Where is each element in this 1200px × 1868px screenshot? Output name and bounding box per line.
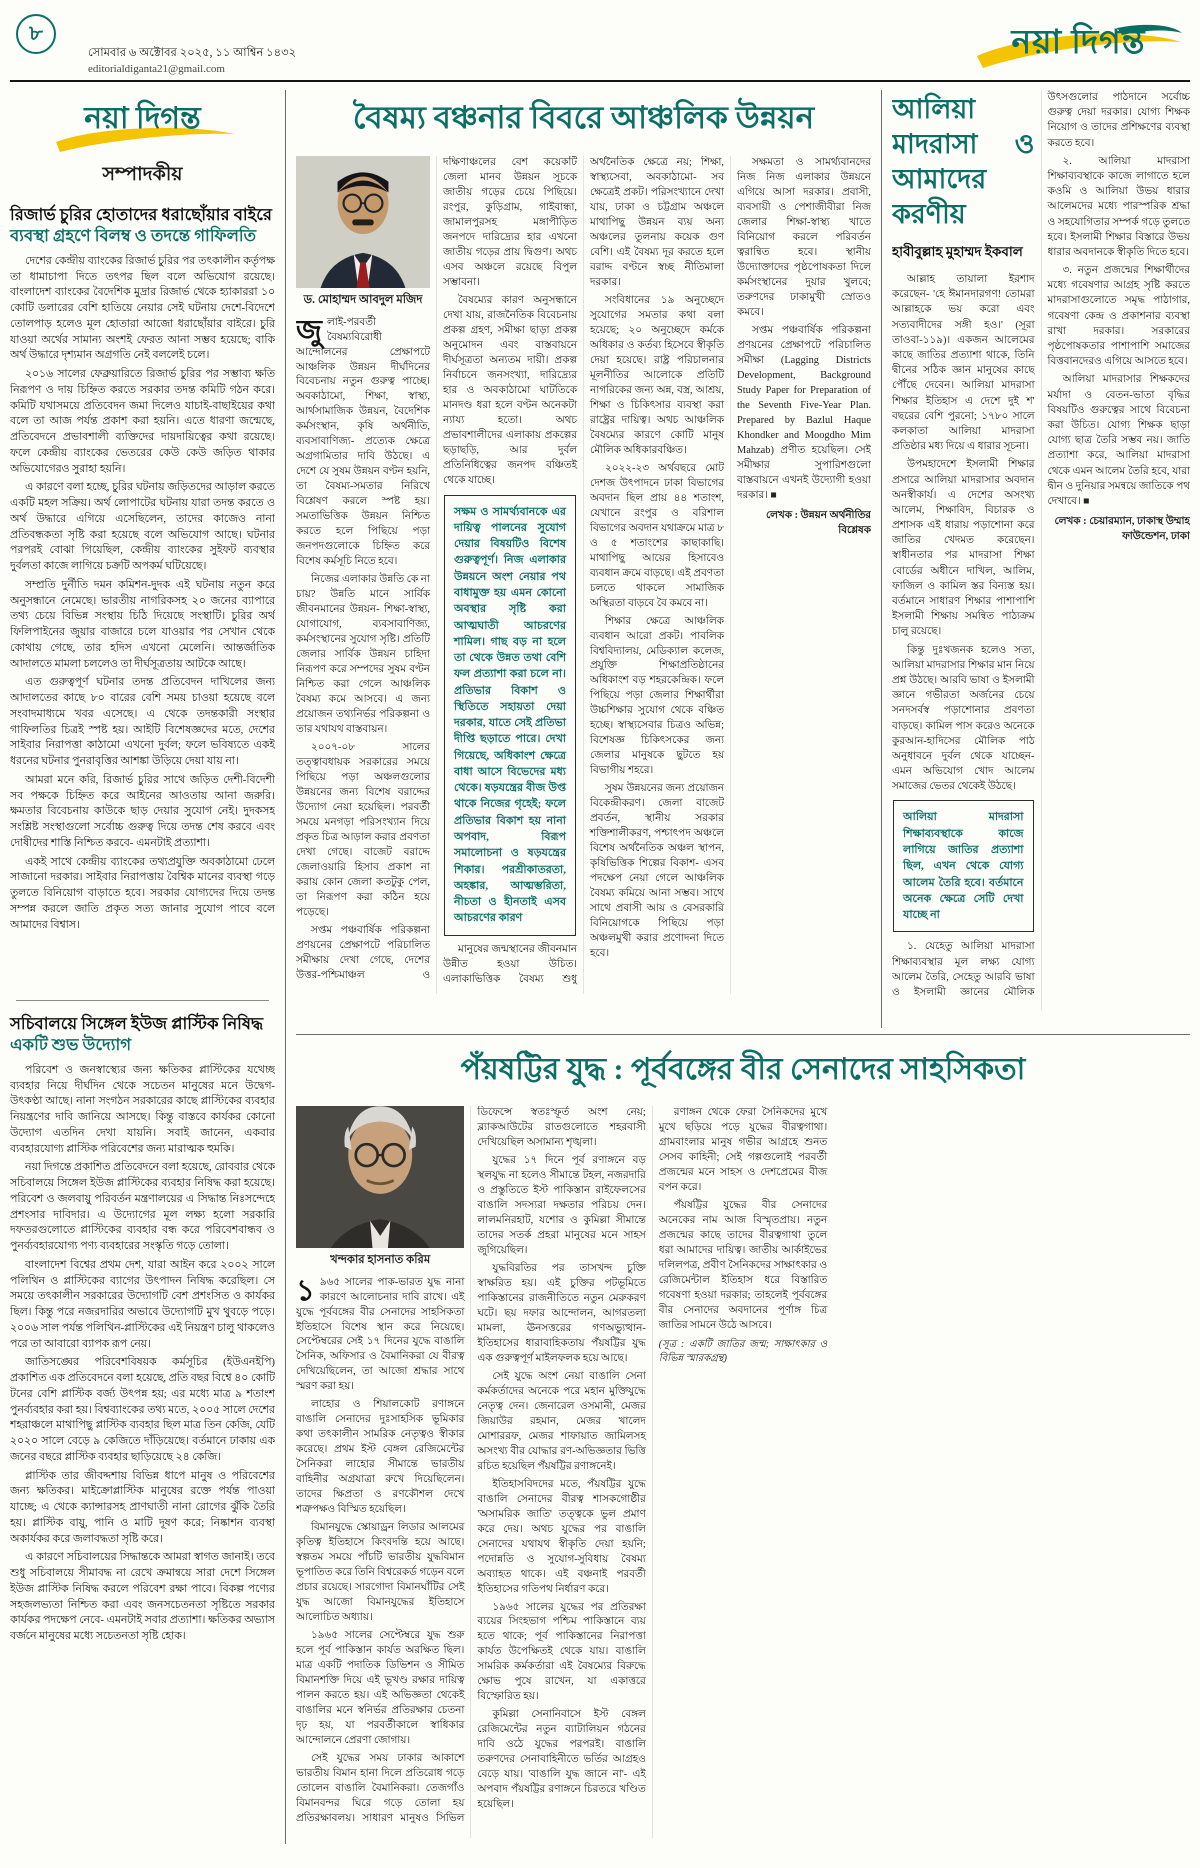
paragraph: এত গুরুত্বপূর্ণ ঘটনার তদন্ত প্রতিবেদন দাখিলের জন্য আদালতের কাছে ৮০ বারের বেশি সময় চাওয়া হয়েছে বলে সংবাদমাধ্যমে খবর এসেছে। এ থেকে তদন্তকারী সংস্থার গাফিলতির চিত্রই স্পষ্ট হয়। আইটি বিশেষজ্ঞদের মতে, দেশের সাইবার নিরাপত্তা কাঠামো এখনো দুর্বল; ফলে ভবিষ্যতে একই ধরনের ঘটনার পুনরাবৃত্তির আশঙ্কা উড়িয়ে দেয়া যায় না।: [10, 676, 275, 768]
opinion-pull-quote-text: আলিয়া মাদরাসা শিক্ষাব্যবস্থাকে কাজে লাগিয়ে জাতির প্রত্যাশা ছিল, এখন থেকে যোগ্য আলেম তৈরি হবে। বর্তমানে অনেক ক্ষেত্রে সেটি দেখা যাচ্ছে না: [903, 811, 1024, 922]
lead-author-name: ড. মোহাম্মদ আবদুল মজিদ: [303, 294, 423, 306]
masthead-logo: [971, 10, 1186, 76]
paragraph: বৈষম্যের কারণ অনুসন্ধানে দেখা যায়, রাজনৈতিক বিবেচনায় প্রকল্প গ্রহণ, সমীক্ষা ছাড়া প্রকল্প অনুমোদন এবং বাস্তবায়নে দীর্ঘসূত্রতা অন্যতম দায়ী। প্রকল্প নির্বাচনে জনসংখ্যা, দারিদ্র্যের হার ও অবকাঠামো ঘাটতিকে মানদণ্ড ধরা হলে বণ্টন অনেকটা ন্যায্য হতো। অথচ প্রভাবশালীদের এলাকায় প্রকল্পের ছড়াছড়ি, আর দুর্বল প্রতিনিধিত্বের জনপদ বঞ্চিতই থেকে যাচ্ছে।: [443, 294, 577, 486]
top-articles-row: [296, 90, 1190, 1028]
war-dropcap: ১: [296, 1274, 315, 1307]
paragraph: সপ্তম পঞ্চবার্ষিক পরিকল্পনা প্রণয়নের প্রেক্ষাপটে পরিচালিত সমীক্ষা (Lagging Districts Development, Background Study Paper for Preparation of the Seventh Five-Year Plan. Prepared by Bazlul Haque Khondker and Moogdho Mim Mahzab) প্রণীত হয়েছিল। সেই সমীক্ষার সুপারিশগুলো বাস্তবায়নে এখনই উদ্যোগী হওয়া দরকার। ■: [737, 324, 871, 501]
main-grid: [0, 82, 1200, 1852]
paragraph: ১. যেহেতু আলিয়া মাদরাসা শিক্ষাব্যবস্থার মূল লক্ষ্য যোগ্য আলেম তৈরি, সেহেতু আরবি ভাষা ও ইসলামী জ্ঞানের মৌলিক উৎসগুলোর পাঠদানে সর্বোচ্চ গুরুত্ব দেয়া দরকার। যোগ্য শিক্ষক নিয়োগ ও তাদের প্রশিক্ষণের ব্যবস্থা করতে হবে।: [892, 92, 1190, 998]
editorial-article-reserve-theft: [10, 204, 275, 990]
paragraph: দেশের কেন্দ্রীয় ব্যাংকের রিজার্ভ চুরির পর তৎকালীন কর্তৃপক্ষ তা ধামাচাপা দিতে তৎপর ছিল বলে অভিযোগ রয়েছে। বাংলাদেশ ব্যাংকের বৈদেশিক মুদ্রার রিজার্ভ থেকে হ্যাকাররা ১০ কোটি ডলারের বেশি হাতিয়ে নেয়ার সেই ঘটনায় দেশে-বিদেশে তোলপাড় হলেও মূল হোতারা আজো ধরাছোঁয়ার বাইরে। চুরি যাওয়া অর্থের সামান্য অংশই ফেরত আনা সম্ভব হয়েছে; বাকি অর্থ উদ্ধারে দৃশ্যমান অগ্রগতি নেই বললেই চলে।: [10, 254, 275, 362]
editorial-logo: [10, 94, 275, 156]
opinion-pull-quote: [893, 800, 1034, 932]
editorial2-headline: [10, 1013, 275, 1056]
page-number-badge: ৮: [16, 14, 56, 54]
opinion-headline: আলিয়া মাদরাসা ও আমাদের করণীয়: [892, 94, 1035, 230]
lead-opening-paragraph: [296, 316, 430, 571]
masthead-title: নয়া দিগন্ত: [1011, 25, 1146, 61]
paragraph: ইতিহাসবিদদের মতে, পঁয়ষট্টির যুদ্ধে বাঙালি সেনাদের বীরত্ব শাসকগোষ্ঠীর 'অসামরিক জাতি' তত্ত্বকে ভুল প্রমাণ করে দেয়। অথচ যুদ্ধের পর বাঙালি সেনাদের যথাযথ স্বীকৃতি দেয়া হয়নি; পদোন্নতি ও সুযোগ-সুবিধায় বৈষম্য অব্যাহত থাকে। এই বঞ্চনাই পরবর্তী ইতিহাসের গতিপথ নির্ধারণ করে।: [477, 1478, 646, 1595]
paragraph: সক্ষমতা ও সামর্থ্যবানদের নিজ নিজ এলাকার উন্নয়নে এগিয়ে আসা দরকার। প্রবাসী, ব্যবসায়ী ও পেশাজীবীরা নিজ জেলার শিক্ষা-স্বাস্থ্য খাতে বিনিয়োগ করলে পরিবর্তন ত্বরান্বিত হবে। স্থানীয় উদ্যোক্তাদের পৃষ্ঠপোষকতা দিলে কর্মসংস্থানের দুয়ার খুলবে; তরুণদের ঢাকামুখী স্রোতও কমবে।: [737, 157, 871, 318]
paragraph: কিন্তু দুঃখজনক হলেও সত্য, আলিয়া মাদরাসার শিক্ষার মান নিয়ে প্রশ্ন উঠছে। আরবি ভাষা ও ইসলামী জ্ঞানে গভীরতা অর্জনের চেয়ে সনদসর্বস্ব পড়াশোনার প্রবণতা বাড়ছে। কামিল পাস করেও অনেকে কুরআন-হাদিসের মৌলিক পাঠ অনুধাবনে দুর্বল থেকে যাচ্ছেন- এমন অভিযোগ খোদ আলেম সমাজের ভেতর থেকেই উঠছে।: [892, 644, 1035, 793]
editorial2-body: [10, 1063, 275, 1799]
paragraph: এ কারণে সচিবালয়ের সিদ্ধান্তকে আমরা স্বাগত জানাই। তবে শুধু সচিবালয়ে সীমাবদ্ধ না রেখে ক্রমান্বয়ে সারা দেশে সিঙ্গেল ইউজ প্লাস্টিক নিষিদ্ধ করলে পরিবেশ রক্ষা পাবে। বিকল্প পণ্যের সহজলভ্যতা নিশ্চিত করা এবং জনসচেতনতা সৃষ্টিতে সরকার কার্যকর পদক্ষেপ নেবে- এমনটাই সবার প্রত্যাশা। ক্ষতিকর অভ্যাস বর্জনে মানুষের মধ্যে সচেতনতা সৃষ্টি হোক।: [10, 1551, 275, 1642]
paragraph: নিজের এলাকার উন্নতি কে না চায়? উন্নতি মানে সার্বিক জীবনমানের উন্নয়ন- শিক্ষা-স্বাস্থ্য, যোগাযোগ, ব্যবসাবাণিজ্য, কর্মসংস্থানের সুযোগ সৃষ্টি। প্রতিটি জেলার সার্বিক উন্নয়ন চাহিদা নিরূপণ করে সম্পদের সুষম বণ্টন নিশ্চিত করা গেলে আঞ্চলিক বৈষম্য কমে আসবে। এ জন্য প্রয়োজন তথ্যনির্ভর পরিকল্পনা ও তার যথাযথ বাস্তবায়ন।: [296, 574, 430, 736]
opinion-author-name: হাবীবুল্লাহ মুহাম্মদ ইকবাল: [892, 244, 1023, 260]
paragraph: আল্লাহ তায়ালা ইরশাদ করেছেন- 'হে ঈমানদারগণ! তোমরা আল্লাহকে ভয় করো এবং সত্যবাদীদের সঙ্গী হও।' (সূরা তাওবা-১১৯)। একজন আলেমের কাছে জাতির প্রত্যাশা থাকে, তিনি দ্বীনের সঠিক জ্ঞান মানুষের কাছে পৌঁছে দেবেন। আলিয়া মাদরাসা শিক্ষার ইতিহাস এ দেশে দুই শ' বছরের বেশি পুরনো; ১৭৮০ সালে কলকাতা আলিয়া মাদরাসা প্রতিষ্ঠার মধ্য দিয়ে এ ধারার সূচনা।: [892, 274, 1035, 453]
paragraph: ৩. নতুন প্রজন্মের শিক্ষার্থীদের মধ্যে গবেষণার আগ্রহ সৃষ্টি করতে মাদরাসাগুলোতে সমৃদ্ধ পাঠাগার, গবেষণা কেন্দ্র ও প্রকাশনার ব্যবস্থা রাখা দরকার। সরকারের পৃষ্ঠপোষকতার পাশাপাশি সমাজের বিত্তবানদেরও এগিয়ে আসতে হবে।: [1047, 265, 1190, 368]
editorial2-kicker: সচিবালয়ে সিঙ্গেল ইউজ প্লাস্টিক নিষিদ্ধ: [10, 1013, 264, 1033]
editorial1-kicker: রিজার্ভ চুরির হোতাদের ধরাছোঁয়ার বাইরে: [10, 205, 272, 224]
paragraph: এ কারণে বলা হচ্ছে, চুরির ঘটনায় জড়িতদের আড়াল করতে একটি মহল সক্রিয়। অর্থ লোপাটের ঘটনায় যারা তদন্ত করতে ও অর্থ উদ্ধারে এগিয়ে এসেছিলেন, তাদের কাজেও নানা প্রতিবন্ধকতা সৃষ্টি করা হয়েছে বলে অভিযোগ আছে। ঘটনার পরপরই বোঝা গিয়েছিল, কেন্দ্রীয় ব্যাংকের সুইফট ব্যবস্থার দুর্বলতা কাজে লাগিয়ে চক্রটি অপকর্ম ঘটিয়েছে।: [10, 481, 275, 573]
war-source-note: (সূত্র : একটি জাতির জন্ম; সাক্ষাৎকার ও বিভিন্ন স্মারকগ্রন্থ): [658, 1338, 828, 1365]
opinion-paragraphs-1: [892, 272, 1035, 794]
editorial1-headline: [10, 204, 275, 247]
paragraph: ২০২২-২৩ অর্থবছরে মোট দেশজ উৎপাদনে ঢাকা বিভাগের অবদান ছিল প্রায় ৪৪ শতাংশ, যেখানে রংপুর ও বরিশাল বিভাগের অবদান যথাক্রমে মাত্র ৮ ও ৫ শতাংশের কাছাকাছি। মাথাপিছু আয়ের হিসাবেও ব্যবধান ক্রমে বাড়ছে। এই প্রবণতা চলতে থাকলে সামাজিক অস্থিরতা বাড়বে বৈ কমবে না।: [590, 462, 724, 609]
paragraph: মানুষের জন্মস্থানের জীবনমান উন্নীত হওয়া উচিত। এলাকাভিত্তিক বৈষম্য শুধু অর্থনৈতিক ক্ষেত্রে নয়; শিক্ষা, স্বাস্থ্যসেবা, অবকাঠামো- সব ক্ষেত্রেই প্রকট। পরিসংখ্যানে দেখা যায়, ঢাকা ও চট্টগ্রাম অঞ্চলে মাথাপিছু উন্নয়ন ব্যয় অন্য অঞ্চলের তুলনায় কয়েক গুণ বেশি। এই বৈষম্য দূর করতে হলে বরাদ্দ বণ্টনে স্বচ্ছ নীতিমালা দরকার।: [443, 157, 724, 985]
lead-article-body: [296, 156, 871, 994]
paragraph: আমরা মনে করি, রিজার্ভ চুরির সাথে জড়িত দেশী-বিদেশী সব পক্ষকে চিহ্নিত করে আইনের আওতায় আনা জরুরি। ক্ষমতার বিবেচনায় কাউকে ছাড় দেয়ার সুযোগ নেই। দুদকসহ সংশ্লিষ্ট সংস্থাগুলো সর্বোচ্চ গুরুত্ব দিয়ে তদন্ত শেষ করবে এবং দোষীদের শাস্তি নিশ্চিত করবে- এমনটাই প্রত্যাশা।: [10, 773, 275, 849]
paragraph: কুমিল্লা সেনানিবাসে ইস্ট বেঙ্গল রেজিমেন্টের নতুন ব্যাটালিয়ন গঠনের দাবি ওঠে যুদ্ধের পরপরই। বাঙালি তরুণদের সেনাবাহিনীতে ভর্তির আগ্রহও বেড়ে যায়। 'বাঙালি যুদ্ধ জানে না'- এই অপবাদ পঁয়ষট্টির রণাঙ্গনে চিরতরে খণ্ডিত হয়েছিল।: [477, 1709, 646, 1811]
date-line: সোমবার ৬ অক্টোবর ২০২৫, ১১ আশ্বিন ১৪৩২: [88, 47, 297, 59]
editorial1-body: [10, 254, 275, 990]
section-rule: [296, 1034, 1190, 1035]
editorial-column: [10, 90, 286, 1844]
war-author-name: খন্দকার হাসনাত করিম: [330, 1254, 431, 1266]
lead-dropcap: জু: [296, 314, 322, 347]
paragraph: রণাঙ্গন থেকে ফেরা সৈনিকদের মুখে মুখে ছড়িয়ে পড়ে যুদ্ধের বীরত্বগাথা। গ্রামবাংলার মানুষ গভীর আগ্রহে শুনত সেসব কাহিনী; সেই গল্পগুলোই পরবর্তী প্রজন্মের মনে সাহস ও দেশপ্রেমের বীজ বপন করে।: [658, 1107, 828, 1193]
opinion-author-credit: লেখক : চেয়ারম্যান, ঢাকাস্থ উম্মাহ ফাউন্ডেশন, ঢাকা: [1054, 516, 1190, 543]
lead-first-text: লাই-পরবর্তী বৈষম্যবিরোধী আন্দোলনের প্রেক্ষাপটে আঞ্চলিক উন্নয়ন দীর্ঘদিনের বিবেচনায় নতুন গুরুত্ব পাচ্ছে। অবকাঠামো, শিক্ষা, স্বাস্থ্য, আর্থসামাজিক উন্নয়ন, বৈদেশিক কর্মসংস্থান, কৃষি অর্থনীতি, ব্যবসাবাণিজ্য- প্রত্যেক ক্ষেত্রে অগ্রগামিতার দাবি উঠছে। এ দেশে যে সুষম উন্নয়ন বণ্টন হয়নি, তা বৈষম্য-সমতার নিরিখে বিশ্লেষণ করলে স্পষ্ট হয়। সমতাভিত্তিক উন্নয়ন নিশ্চিত করতে হলে পিছিয়ে পড়া জনপদগুলোকে চিহ্নিত করে বিশেষ কর্মসূচি নিতে হবে।: [296, 316, 430, 568]
page-header: [0, 0, 1200, 80]
date-block: [88, 44, 296, 75]
editorial1-title: ব্যবস্থা গ্রহণে বিলম্ব ও তদন্তে গাফিলতি: [10, 226, 257, 246]
content-zone: [286, 90, 1190, 1844]
editorial2-title: একটি শুভ উদ্যোগ: [10, 1035, 132, 1055]
opinion-article-body: [892, 90, 1190, 1010]
lead-pull-quote-text: সক্ষম ও সামর্থ্যবানকে এর দায়িত্ব পালনের সুযোগ দেয়ার বিষয়টিও বিশেষ গুরুত্বপূর্ণ। নিজ এলাকার উন্নয়নে অংশ নেয়ার পথ বাধামুক্ত হয় এমন কোনো অবস্থার সৃষ্টি করা আত্মঘাতী আচরণের শামিল। গাছ বড় না হলে তা থেকে উন্নত তথা বেশি ফল প্রত্যাশা করা চলে না। প্রতিভার বিকাশ ও স্থিতিতে সহায়তা দেয়া দরকার, যাতে সেই প্রতিভা দীপ্তি ছড়াতে পারে। দেখা গিয়েছে, অধিকাংশ ক্ষেত্রে বাধা আসে বিভেদের মধ্য থেকে। ষড়যন্ত্রের বীজ উপ্ত থাকে নিজের গৃহেই; ফলে প্রতিভার বিকাশ হয় নানা অপবাদ, বিরূপ সমালোচনা ও ষড়যন্ত্রের শিকার। পরশ্রীকাতরতা, অহঙ্কার, আত্মম্ভরিতা, নীচতা ও হীনতাই এসব আচরণের কারণ: [454, 505, 566, 925]
paragraph: নয়া দিগন্তে প্রকাশিত প্রতিবেদনে বলা হয়েছে, রোববার থেকে সচিবালয়ে সিঙ্গেল ইউজ প্লাস্টিকের ব্যবহার নিষিদ্ধ করা হয়েছে। পরিবেশ ও জলবায়ু পরিবর্তন মন্ত্রণালয়ের এ সিদ্ধান্ত নিঃসন্দেহে প্রশংসার দাবিদার। এ উদ্যোগের মূল লক্ষ্য হলো সরকারি দফতরগুলোতে প্লাস্টিকের ব্যবহার বন্ধ করে পরিবেশবান্ধব ও পুনর্ব্যবহারযোগ্য পণ্য ব্যবহারের সংস্কৃতি গড়ে তোলা।: [10, 1161, 275, 1252]
war-opening-paragraph: [296, 1276, 464, 1396]
paragraph: যুদ্ধবিরতির পর তাসখন্দ চুক্তি স্বাক্ষরিত হয়। এই চুক্তির পটভূমিতে পাকিস্তানের রাজনীতিতে নতুন মেরুকরণ ঘটে। ছয় দফার আন্দোলন, আগরতলা মামলা, ঊনসত্তরের গণঅভ্যুত্থান- ইতিহাসের ধারাবাহিকতায় পঁয়ষট্টির যুদ্ধ এক গুরুত্বপূর্ণ মাইলফলক হয়ে আছে।: [477, 1262, 646, 1364]
lead-author-credit: লেখক : উন্নয়ন অর্থনীতির বিশ্লেষক: [765, 509, 871, 536]
paragraph: ২০০৭-০৮ সালের তত্ত্বাবধায়ক সরকারের সময়ে পিছিয়ে পড়া অঞ্চলগুলোর উন্নয়নের জন্য বিশেষ বরাদ্দের উদ্যোগ নেয়া হয়েছিল। পরবর্তী সময়ে মনগড়া পরিসংখ্যান দিয়ে প্রকৃত চিত্র আড়াল করার প্রবণতা দেখা গেছে। বাজেট বরাদ্দে জেলাওয়ারি হিসাব প্রকাশ না করায় কোন জেলা কতটুকু পেল, তা নিরূপণ করা কঠিন হয়ে পড়েছে।: [296, 742, 430, 918]
section-title: সম্পাদকীয়: [102, 164, 183, 185]
paragraph: পরিবেশ ও জনস্বাস্থ্যের জন্য ক্ষতিকর প্লাস্টিকের যথেচ্ছ ব্যবহার নিয়ে দীর্ঘদিন থেকে সচেতন মানুষের মনে উদ্বেগ-উৎকণ্ঠা আছে। নানা সংগঠন সরকারের কাছে প্লাস্টিকের ব্যবহার নিয়ন্ত্রণের দাবি জানিয়ে আসছে। কিন্তু বাস্তবে কার্যকর কোনো উদ্যোগ এতদিন দেখা যায়নি। সবাই জানেন, একবার ব্যবহারযোগ্য প্লাস্টিক পরিবেশের জন্য মারাত্মক হুমকি।: [10, 1063, 275, 1155]
lead-author-byline: [296, 156, 430, 309]
paragraph: শিক্ষার ক্ষেত্রে আঞ্চলিক ব্যবধান আরো প্রকট। পাবলিক বিশ্ববিদ্যালয়, মেডিক্যাল কলেজ, প্রযুক্তি শিক্ষাপ্রতিষ্ঠানের অধিকাংশ বড় শহরকেন্দ্রিক। ফলে পিছিয়ে পড়া জেলার শিক্ষার্থীরা উচ্চশিক্ষার সুযোগ থেকে বঞ্চিত হচ্ছে। স্বাস্থ্যসেবার চিত্রও অভিন্ন; বিশেষজ্ঞ চিকিৎসকের জন্য জেলার মানুষকে ছুটতে হয় বিভাগীয় শহরে।: [590, 615, 724, 777]
lead-author-photo: [296, 156, 430, 288]
war-article-body: [296, 1106, 1190, 1838]
paragraph: সেই যুদ্ধের সময় ঢাকার আকাশে ভারতীয় বিমান হানা দিলে প্রতিরোধ গড়ে তোলেন বাঙালি বৈমানিকরা। তেজগাঁও বিমানবন্দর ঘিরে গড়ে তোলা হয় প্রতিরক্ষাবলয়। সাধারণ মানুষও সিভিল ডিফেন্সে স্বতঃস্ফূর্ত অংশ নেয়; ব্ল্যাকআউটের রাতগুলোতে শহরবাসী দেখিয়েছিল অসামান্য শৃঙ্খলা।: [296, 1107, 646, 1824]
paragraph: সম্প্রতি দুর্নীতি দমন কমিশন-দুদক এই ঘটনায় নতুন করে অনুসন্ধানে নেমেছে। ভারতীয় নাগরিকসহ ২০ জনের ব্যাপারে তথ্য চেয়ে বিভিন্ন সংস্থায় চিঠি দিয়েছে সংস্থাটি। চুরির অর্থ ফিলিপাইনের জুয়ার বাজারে চলে যাওয়ার পর সেখান থেকে কোথায় গেছে, তার হদিস এখনো মেলেনি। আন্তর্জাতিক আদালতে মামলা চললেও তা দীর্ঘসূত্রতায় আটকে আছে।: [10, 578, 275, 670]
paragraph: একই সাথে কেন্দ্রীয় ব্যাংকের তথ্যপ্রযুক্তি অবকাঠামো ঢেলে সাজানো দরকার। সাইবার নিরাপত্তায় বৈশ্বিক মানের ব্যবস্থা গড়ে তুলতে বিনিয়োগ বাড়াতে হবে। সরকার যোগ্যদের দিয়ে তদন্ত সম্পন্ন করলে জাতি প্রকৃত সত্য জানার সুযোগ পাবে বলে আমাদের বিশ্বাস।: [10, 855, 275, 931]
paragraph: সুষম উন্নয়নের জন্য প্রয়োজন বিকেন্দ্রীকরণ। জেলা বাজেট প্রবর্তন, স্থানীয় সরকার শক্তিশালীকরণ, পশ্চাৎপদ অঞ্চলে বিশেষ অর্থনৈতিক অঞ্চল স্থাপন, কৃষিভিত্তিক শিল্পের বিকাশ- এসব পদক্ষেপ নেয়া গেলে আঞ্চলিক বৈষম্য কমিয়ে আনা সম্ভব। সাথে সাথে প্রবাসী আয় ও বেসরকারি বিনিয়োগকে পিছিয়ে পড়া অঞ্চলমুখী করার প্রণোদনা দিতে হবে।: [590, 783, 724, 960]
editorial-article-plastic-ban: [10, 1013, 275, 1799]
paragraph: ২. আলিয়া মাদরাসা শিক্ষাব্যবস্থাকে কাজে লাগাতে হলে কওমি ও আলিয়া উভয় ধারার আলেমদের মধ্যে পারস্পরিক শ্রদ্ধা ও সহযোগিতার সম্পর্ক গড়ে তুলতে হবে। ইসলামী শিক্ষার বিস্তারে উভয় ধারার অবদানকে স্বীকৃতি দিতে হবে।: [1047, 155, 1190, 258]
paragraph: প্লাস্টিক তার জীবদ্দশায় বিভিন্ন ধাপে মানুষ ও পরিবেশের জন্য ক্ষতিকর। মাইক্রোপ্লাস্টিক মানুষের রক্তে পর্যন্ত পাওয়া যাচ্ছে; এ থেকে ক্যান্সারসহ প্রাণঘাতী নানা রোগের ঝুঁকি তৈরি হয়। প্লাস্টিক বায়ু, পানি ও মাটি দূষণ করে; নিষ্কাশন ব্যবস্থা অকার্যকর করে জলাবদ্ধতা সৃষ্টি করে।: [10, 1469, 275, 1545]
paragraph: সংবিধানের ১৯ অনুচ্ছেদে সুযোগের সমতার কথা বলা হয়েছে; ২০ অনুচ্ছেদে কর্মকে অধিকার ও কর্তব্য হিসেবে স্বীকৃতি দেয়া হয়েছে। রাষ্ট্র পরিচালনার মূলনীতির আলোকে প্রতিটি নাগরিকের জন্য অন্ন, বস্ত্র, আশ্রয়, শিক্ষা ও চিকিৎসার ব্যবস্থা করা রাষ্ট্রের দায়িত্ব। অথচ আঞ্চলিক বৈষম্যের কারণে কোটি মানুষ মৌলিক অধিকারবঞ্চিত।: [590, 294, 724, 456]
editorial-divider: [16, 1000, 269, 1001]
paragraph: পঁয়ষট্টির যুদ্ধের বীর সেনাদের অনেকের নাম আজ বিস্মৃতপ্রায়। নতুন প্রজন্মের কাছে তাদের বীরত্বগাথা তুলে ধরা আমাদের দায়িত্ব। জাতীয় আর্কাইভের দলিলপত্র, প্রবীণ সৈনিকদের সাক্ষাৎকার ও রেজিমেন্টাল ইতিহাস ধরে বিস্তারিত গবেষণা হওয়া দরকার; তাহলেই পূর্ববঙ্গের বীর সেনাদের অবদানের পূর্ণাঙ্গ চিত্র জাতির সামনে উঠে আসবে।: [658, 1199, 828, 1331]
paragraph: সপ্তম পঞ্চবার্ষিক পরিকল্পনা প্রণয়নের প্রেক্ষাপটে পরিচালিত সমীক্ষায় দেখা গেছে, দেশের উত্তর-পশ্চিমাঞ্চল ও দক্ষিণাঞ্চলের বেশ কয়েকটি জেলা মানব উন্নয়ন সূচকে জাতীয় গড়ের চেয়ে পিছিয়ে। রংপুর, কুড়িগ্রাম, গাইবান্ধা, জামালপুরসহ মঙ্গাপীড়িত জনপদে দারিদ্র্যের হার এখনো জাতীয় গড়ের প্রায় দ্বিগুণ। অথচ এসব অঞ্চলে রয়েছে বিপুল সম্ভাবনা।: [296, 157, 577, 981]
paragraph: ১৯৬৫ সালের সেপ্টেম্বরে যুদ্ধ শুরু হলে পূর্ব পাকিস্তান কার্যত অরক্ষিত ছিল। মাত্র একটি পদাতিক ডিভিশন ও সীমিত বিমানশক্তি দিয়ে এই ভূখণ্ড রক্ষার দায়িত্ব পালন করতে হয়। এই অভিজ্ঞতা থেকেই বাঙালির মনে স্বনির্ভর প্রতিরক্ষার চেতনা দৃঢ় হয়, যা পরবর্তীকালে স্বাধিকার আন্দোলনে প্রেরণা জোগায়।: [296, 1630, 465, 1747]
paragraph: আলিয়া মাদরাসার শিক্ষকদের মর্যাদা ও বেতন-ভাতা বৃদ্ধির বিষয়টিও গুরুত্বের সাথে বিবেচনা করা উচিত। যোগ্য শিক্ষক ছাড়া যোগ্য ছাত্র তৈরি সম্ভব নয়। জাতি প্রত্যাশা করে, আলিয়া মাদরাসা থেকে এমন আলেম তৈরি হবে, যারা দ্বীন ও দুনিয়ার সমন্বয়ে জাতিকে পথ দেখাবে। ■: [1047, 374, 1190, 507]
editorial-logo-text: নয়া দিগন্ত: [84, 102, 201, 135]
paragraph: লাহোর ও শিয়ালকোট রণাঙ্গনে বাঙালি সেনাদের দুঃসাহসিক ভূমিকার কথা তৎকালীন সামরিক নেতৃত্বও স্বীকার করেছে। প্রথম ইস্ট বেঙ্গল রেজিমেন্টের সৈনিকরা লাহোর সীমান্তে ভারতীয় বাহিনীর অগ্রযাত্রা রুখে দিয়েছিলেন। তাদের ক্ষিপ্রতা ও রণকৌশল দেখে শত্রুপক্ষও বিস্মিত হয়েছিল।: [296, 1399, 465, 1516]
lead-headline: বৈষম্য বঞ্চনার বিবরে আঞ্চলিক উন্নয়ন: [352, 100, 815, 135]
paragraph: বাংলাদেশ বিশ্বের প্রথম দেশ, যারা আইন করে ২০০২ সালে পলিথিন ও প্লাস্টিকের ব্যাগের উৎপাদন নিষিদ্ধ করেছিল। সে সময়ে তৎকালীন সরকারের উদ্যোগটি বেশ প্রশংসিত ও কার্যকর ছিল। কিন্তু পরে নজরদারির অভাবে উদ্যোগটি মুখ থুবড়ে পড়ে। ২০০৬ সাল পর্যন্ত পলিথিন-প্লাস্টিকের এই নিয়ন্ত্রণ চালু থাকলেও পরে তা আবারো ব্যাপক রূপ নেয়।: [10, 1258, 275, 1350]
war-author-byline: [296, 1106, 464, 1269]
paragraph: সেই যুদ্ধে অংশ নেয়া বাঙালি সেনা কর্মকর্তাদের অনেকে পরে মহান মুক্তিযুদ্ধে নেতৃত্ব দেন। জেনারেল ওসমানী, মেজর জিয়াউর রহমান, মেজর খালেদ মোশাররফ, মেজর শাফায়াত জামিলসহ অসংখ্য বীর যোদ্ধার রণ-অভিজ্ঞতার ভিত্তি রচিত হয়েছিল পঁয়ষট্টির রণাঙ্গনেই।: [477, 1370, 646, 1472]
paragraph: জাতিসঙ্ঘের পরিবেশবিষয়ক কর্মসূচির (ইউএনইপি) প্রকাশিত এক প্রতিবেদনে বলা হয়েছে, প্রতি বছর বিশ্বে ৪০ কোটি টনের বেশি প্লাস্টিক বর্জ্য উৎপন্ন হয়; এর মধ্যে মাত্র ৯ শতাংশ পুনর্ব্যবহার করা হয়। বিশ্বব্যাংকের তথ্য মতে, ২০০৫ সালে দেশের শহরাঞ্চলে মাথাপিছু প্লাস্টিক ব্যবহার ছিল মাত্র তিন কেজি, যেটি ২০২০ সালে বেড়ে ৯ কেজিতে দাঁড়িয়েছে। বর্তমানে ঢাকায় এক জনের বছরে প্লাস্টিক ব্যবহার ছাড়িয়েছে ২৪ কেজি।: [10, 1356, 275, 1463]
opinion-article: [882, 90, 1190, 1028]
lead-pull-quote: [444, 495, 576, 936]
lead-article: [296, 90, 882, 1028]
war-history-article: [296, 1037, 1190, 1838]
paragraph: বিমানযুদ্ধে স্কোয়াড্রন লিডার আলমের কৃতিত্ব ইতিহাসে কিংবদন্তি হয়ে আছে। স্বল্পতম সময়ে পাঁচটি ভারতীয় যুদ্ধবিমান ভূপাতিত করে তিনি বিশ্বরেকর্ড গড়েন বলে প্রচার রয়েছে। সারগোদা বিমানঘাঁটির সেই যুদ্ধ আজো বিমানযুদ্ধের ইতিহাসে আলোচিত অধ্যায়।: [296, 1522, 465, 1624]
paragraph: ১৯৬৫ সালের যুদ্ধের পর প্রতিরক্ষা ব্যয়ের সিংহভাগ পশ্চিম পাকিস্তানে ব্যয় হতে থাকে; পূর্ব পাকিস্তানের নিরাপত্তা কার্যত উপেক্ষিতই থেকে যায়। বাঙালি সামরিক কর্মকর্তারা এই বৈষম্যের বিরুদ্ধে ক্ষোভ পুষে রাখেন, যা একাত্তরে বিস্ফোরিত হয়।: [477, 1601, 646, 1703]
editor-email: editorialdiganta21@gmail.com: [88, 63, 225, 75]
war-headline: পঁয়ষট্টির যুদ্ধ : পূর্ববঙ্গের বীর সেনাদের সাহসিকতা: [460, 1053, 1026, 1086]
war-author-photo: [296, 1106, 464, 1248]
war-first-text: ৯৬৫ সালের পাক-ভারত যুদ্ধ নানা কারণে আলোচনার দাবি রাখে। এই যুদ্ধে পূর্ববঙ্গের বীর সেনাদের সাহসিকতা ইতিহাসে বিশেষ স্থান করে নিয়েছে। সেপ্টেম্বরের সেই ১৭ দিনের যুদ্ধে বাঙালি সৈনিক, অফিসার ও বৈমানিকরা যে বীরত্ব দেখিয়েছিলেন, তা আজো শ্রদ্ধার সাথে স্মরণ করা হয়।: [296, 1276, 465, 1393]
paragraph: ২০১৬ সালের ফেব্রুয়ারিতে রিজার্ভ চুরির পর সম্ভাব্য ক্ষতি নিরূপণ ও দায় চিহ্নিত করতে সরকার তদন্ত কমিটি গঠন করে। কমিটি যথাসময়ে প্রতিবেদন জমা দিলেও যাচাই-বাছাইয়ের কথা বলে তা আজ পর্যন্ত প্রকাশ করা হয়নি। এতে ধারণা জন্মেছে, প্রতিবেদনে প্রভাবশালী ব্যক্তিদের দায়দায়িত্বের কথা রয়েছে। ফলে কেন্দ্রীয় ব্যাংকের ভেতরের কেউ কেউ জড়িত থাকার অভিযোগেরও সুরাহা হয়নি।: [10, 368, 275, 475]
paragraph: উপমহাদেশে ইসলামী শিক্ষার প্রসারে আলিয়া মাদরাসার অবদান অনস্বীকার্য। এ দেশের অসংখ্য আলেম, শিক্ষাবিদ, বিচারক ও প্রশাসক এই ধারায় পড়াশোনা করে জাতির খেদমত করেছেন। স্বাধীনতার পর মাদরাসা শিক্ষা বোর্ডের অধীনে দাখিল, আলিম, ফাজিল ও কামিল স্তর বিন্যস্ত হয়। বর্তমানে সাধারণ শিক্ষার পাশাপাশি ইসলামী শিক্ষায় সমন্বিত পাঠ্যক্রম চালু রয়েছে।: [892, 459, 1035, 638]
paragraph: যুদ্ধের ১৭ দিনে পূর্ব রণাঙ্গনে বড় স্থলযুদ্ধ না হলেও সীমান্তে টহল, নজরদারি ও প্রস্তুতিতে ইস্ট পাকিস্তান রাইফেলসের বাঙালি সদস্যরা দক্ষতার পরিচয় দেন। লালমনিরহাট, যশোর ও কুমিল্লা সীমান্তে তাদের সতর্ক প্রহরা মানুষের মনে সাহস জুগিয়েছিল।: [477, 1154, 646, 1256]
